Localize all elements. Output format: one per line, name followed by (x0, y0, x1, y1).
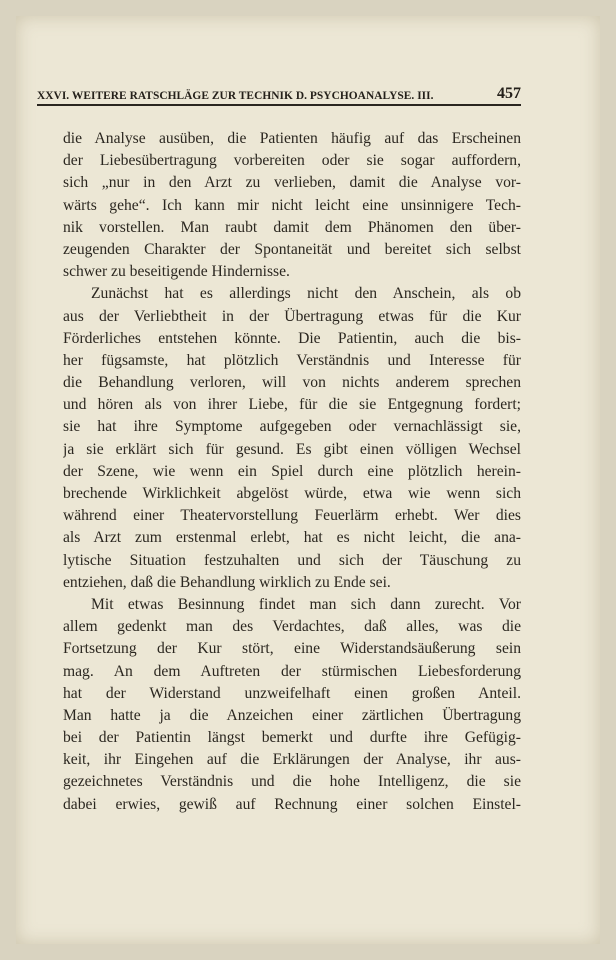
text-line: der Szene, wie wenn ein Spiel durch eine plötzlich herein- (63, 462, 521, 480)
text-line: Man hatte ja die Anzeichen einer zärtlichen Übertragung (63, 706, 521, 724)
text-line: lytische Situation festzuhalten und sich der Täuschung zu (63, 551, 521, 569)
text-line: brechende Wirklichkeit abgelöst würde, etwa wie wenn sich (63, 485, 521, 502)
text-line: Förderliches entstehen könnte. Die Patientin, auch die bis- (63, 329, 521, 347)
text-line: während einer Theatervorstellung Feuerlärm erhebt. Wer dies (63, 507, 521, 525)
text-line: der Liebesübertragung vorbereiten oder sie sogar auffordern, (63, 152, 521, 170)
text-line: sie hat ihre Symptome aufgegeben oder vernachlässigt sie, (63, 418, 521, 436)
text-line: die Behandlung verloren, will von nichts anderem sprechen (63, 374, 521, 392)
text-line: wärts gehe“. Ich kann mir nicht leicht eine unsinnigere Tech- (63, 196, 521, 214)
text-line: aus der Verliebtheit in der Übertragung etwas für die Kur (63, 307, 521, 325)
text-line: Fortsetzung der Kur stört, eine Widerstandsäußerung sein (63, 640, 521, 658)
text-line: und hören als von ihrer Liebe, für die sie Entgegnung fordert; (63, 396, 521, 414)
running-header (37, 80, 521, 106)
page-number: 457 (497, 85, 521, 102)
text-line: mag. An dem Auftreten der stürmischen Liebesforderung (63, 662, 521, 680)
book-page (16, 16, 600, 944)
header-title: XXVI. WEITERE RATSCHLÄGE ZUR TECHNIK D. PSYCHOANALYSE. III. (37, 90, 434, 102)
text-line: Mit etwas Besinnung findet man sich dann zurecht. Vor (91, 595, 521, 613)
text-line: als Arzt zum erstenmal erlebt, hat es nicht leicht, die ana- (63, 529, 521, 547)
text-line: sich „nur in den Arzt zu verlieben, damit die Analyse vor- (63, 174, 521, 192)
text-line: ja sie erklärt sich für gesund. Es gibt einen völligen Wechsel (63, 440, 521, 458)
text-line: zeugenden Charakter der Spontaneität und bereitet sich selbst (63, 240, 521, 258)
text-line: dabei erwies, gewiß auf Rechnung einer solchen Einstel- (63, 795, 521, 813)
text-line: Zunächst hat es allerdings nicht den Anschein, als ob (91, 285, 521, 303)
text-line: hat der Widerstand unzweifelhaft einen großen Anteil. (63, 684, 521, 702)
text-line: bei der Patientin längst bemerkt und durfte ihre Gefügig- (63, 729, 521, 747)
text-line: her fügsamste, hat plötzlich Verständnis und Interesse für (63, 351, 521, 369)
text-line: nik vorstellen. Man raubt damit dem Phänomen den über- (63, 218, 521, 236)
body-text (63, 128, 521, 816)
text-line: schwer zu beseitigende Hindernisse. (63, 263, 290, 281)
text-line: allem gedenkt man des Verdachtes, daß alles, was die (63, 618, 521, 636)
text-line: die Analyse ausüben, die Patienten häufig auf das Erscheinen (63, 130, 521, 147)
text-line: gezeichnetes Verständnis und die hohe Intelligenz, die sie (63, 773, 521, 791)
text-line: entziehen, daß die Behandlung wirklich zu Ende sei. (63, 573, 391, 591)
text-line: keit, ihr Eingehen auf die Erklärungen der Analyse, ihr aus- (63, 751, 521, 769)
